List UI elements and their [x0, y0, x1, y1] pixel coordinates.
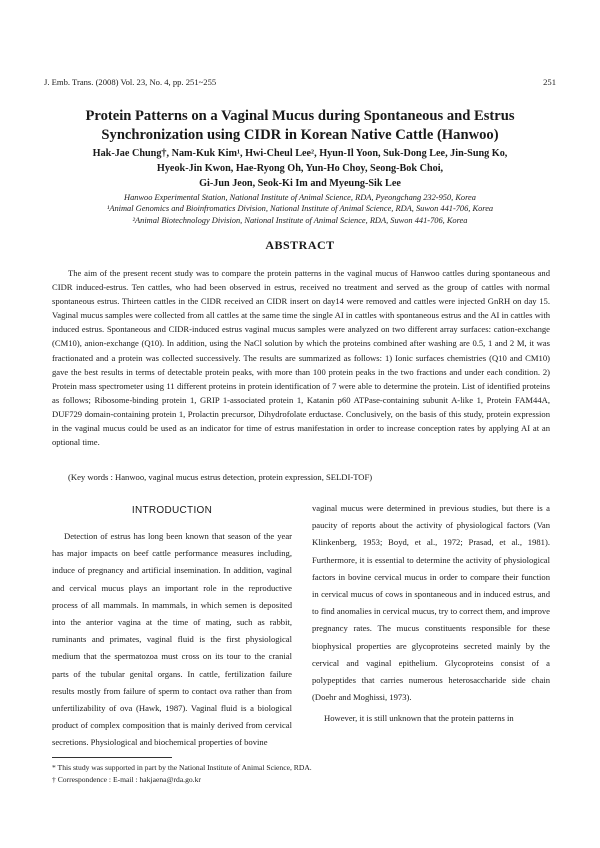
authors-line-2: Hyeok-Jin Kwon, Hae-Ryong Oh, Yun-Ho Choy, Seong-Bok Choi,	[156, 163, 444, 174]
affiliation-line-1: Hanwoo Experimental Station, National Institute of Animal Science, RDA, Pyeongchang 232-950, Korea	[124, 193, 476, 202]
affiliation-line-2: ¹Animal Genomics and Bioinfromatics Division, National Institute of Animal Science, RDA, Suwon 441-706, Korea	[106, 204, 494, 214]
footnote-correspondence: † Correspondence : E-mail : hakjaena@rda.go.kr	[52, 774, 201, 784]
keywords: (Key words : Hanwoo, vaginal mucus estrus detection, protein expression, SELDI-TOF)	[68, 472, 373, 482]
title-line-2: Synchronization using CIDR in Korean Native Cattle (Hanwoo)	[101, 127, 499, 143]
affiliations	[40, 192, 560, 226]
introduction-paragraph-1: Detection of estrus has long been known that season of the year has major impacts on beef cattle performance measures including, induce of pregnancy and artificial insemination. In addition, vaginal and cervical mucus plays an important role in the reproductive process of all mammals. In mammals, in which semen is deposited into the anterior vagina at the time of mating, such as rabbit, ruminants and primates, vaginal fluid is the first physiological medium that the spermatozoa must cross on its tour to the cranial parts of the tubular genital organs. In cattle, fertilization failure results mostly from failure of sperm to contact ova rather than from unfertilizability of ova (Hawk, 1987). Vaginal fluid is a biological product of complex composition that is mainly derived from cervical secretions. Physiological and biochemical properties of bovine	[52, 531, 292, 748]
abstract-heading: ABSTRACT	[265, 238, 335, 252]
page-number: 251	[543, 77, 556, 87]
journal-header: J. Emb. Trans. (2008) Vol. 23, No. 4, pp. 251~255	[44, 77, 217, 87]
footnote-divider	[52, 757, 172, 758]
intro-column-right	[312, 500, 550, 728]
introduction-paragraph-2: However, it is still unknown that the protein patterns in	[324, 713, 514, 724]
abstract-text: The aim of the present recent study was to compare the protein patterns in the vaginal mucus of Hanwoo cattles during spontaneous and CIDR induced-estrus. Ten cattles, who had been observed in estrus, received no treatment and served as the group of cattles with normal spontaneous estrus. Thirteen cattles in the CIDR received an CIDR insert on day14 were removed and cattles were injected GnRH on day 15. Vaginal mucus samples were collected from all cattles at the same time the single AI in cattles with spontaneous estrus and the AI in cattles with induced estrus. Spontaneous and CIDR-induced estrus vaginal mucus samples were analyzed on two different array surfaces: cation-exchange (CM10), anion-exchange (Q10). In addition, using the NaCl solution by which the proteins combined after washing are 0.5, 1 and 2 M, it was fractionated and a protein was collected successively. The results are summarized as follows: 1) Ionic surfaces chemistries (Q10 and CM10) gave the best results in terms of detectable protein peaks, with more than 100 protein peaks in the two fractions and under each condition. 2) Protein mass spectrometer using 11 different proteins in protein identification of 7 were able to determine the protein. List of identified proteins as follows; Ribosome-binding protein 1, GRIP 1-associated protein 1, Katanin p60 ATPase-containing subunit A-like 1, Protein FAM44A, DUF729 domain-containing protein 1, Prolactin precursor, Dihydrofolate erductase. Conclusively, on the basis of this study, protein expression in the vaginal mucus could be used as an indicator for time of estrus manifestation in order to increase conception rates by applying AI at an optional time.	[52, 268, 550, 448]
paper-title	[40, 107, 560, 145]
footnotes	[52, 762, 550, 785]
author-list	[40, 146, 560, 191]
title-line-1: Protein Patterns on a Vaginal Mucus during Spontaneous and Estrus	[85, 108, 515, 124]
intro-column-left	[52, 500, 292, 752]
affiliation-line-3: ²Animal Biotechnology Division, National Institute of Animal Science, RDA, Suwon 441-706, Korea	[132, 215, 468, 225]
introduction-paragraph-1-cont: vaginal mucus were determined in previous studies, but there is a paucity of reports about the activity of physiological factors (Van Klinkenberg, 1953; Boyd, et al., 1972; Prasad, et al., 1981). Furthermore, it is essential to determine the activity of physiological factors in bovine cervical mucus in order to compare their function in cervical mucus of cows in spontaneous and in induced estrus, and to find anomalies in cervical mucus, try to correct them, and improve pregnancy rates. The mucus constituents responsible for these biophysical properties are glycoproteins secreted mainly by the cervical and vaginal epithelium. Glycoproteins consist of a polypeptides that carries numerous heterosaccharide side chain (Doehr and Moghissi, 1973).	[312, 503, 550, 703]
footnote-funding: * This study was supported in part by the National Institute of Animal Science, RDA.	[52, 763, 312, 772]
introduction-heading: INTRODUCTION	[131, 505, 213, 516]
authors-line-1: Hak-Jae Chung†, Nam-Kuk Kim¹, Hwi-Cheul Lee², Hyun-Il Yoon, Suk-Dong Lee, Jin-Sung Ko,	[92, 148, 508, 159]
authors-line-3: Gi-Jun Jeon, Seok-Ki Im and Myeung-Sik Lee	[199, 178, 401, 189]
